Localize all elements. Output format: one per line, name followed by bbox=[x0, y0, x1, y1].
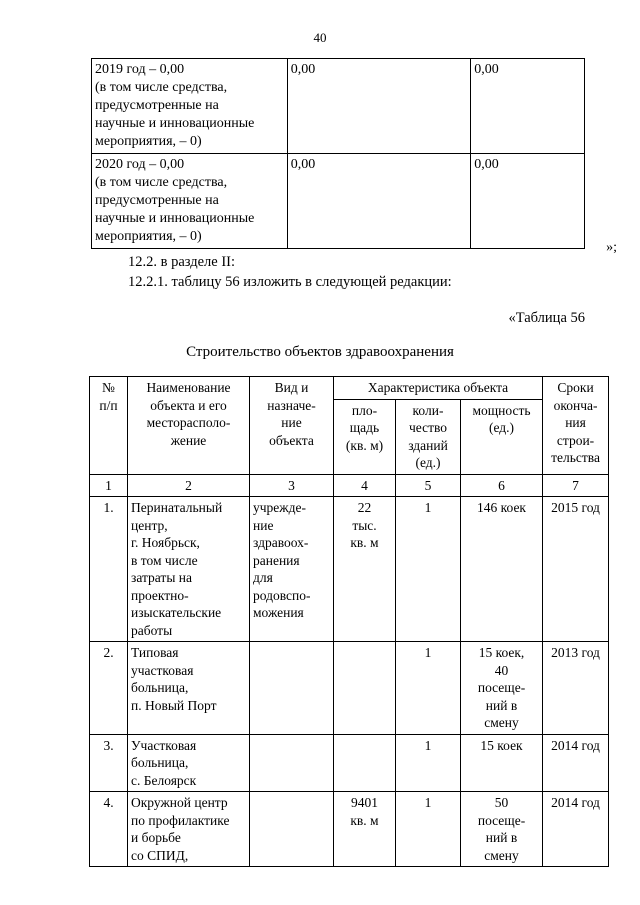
object-area: 22 тыс. кв. м bbox=[334, 497, 396, 642]
header-row bbox=[90, 377, 609, 400]
column-number: 1 bbox=[90, 474, 128, 497]
budget-value-cell: 0,00 bbox=[471, 154, 585, 249]
header-capacity: мощность (ед.) bbox=[461, 399, 543, 474]
header-area: пло- щадь (кв. м) bbox=[334, 399, 396, 474]
table-row bbox=[92, 59, 585, 154]
header-characteristics: Характеристика объекта bbox=[334, 377, 543, 400]
object-deadline: 2014 год bbox=[543, 734, 609, 792]
budget-value-cell: 0,00 bbox=[287, 59, 471, 154]
header-deadline: Сроки оконча- ния строи- тельства bbox=[543, 377, 609, 475]
object-capacity: 50 посеще- ний в смену bbox=[461, 792, 543, 867]
budget-year-cell: 2019 год – 0,00 (в том числе средства, предусмотренные на научные и инновационные мероприятия, – 0) bbox=[92, 59, 288, 154]
object-count: 1 bbox=[396, 642, 461, 735]
object-capacity: 15 коек, 40 посеще- ний в смену bbox=[461, 642, 543, 735]
object-name: Окружной центр по профилактике и борьбе со СПИД, bbox=[128, 792, 250, 867]
header-type: Вид и назначе- ние объекта bbox=[250, 377, 334, 475]
object-count: 1 bbox=[396, 497, 461, 642]
row-num: 3. bbox=[90, 734, 128, 792]
object-type bbox=[250, 642, 334, 735]
object-deadline: 2014 год bbox=[543, 792, 609, 867]
column-number: 6 bbox=[461, 474, 543, 497]
header-name: Наименование объекта и его месторасполо- жение bbox=[128, 377, 250, 475]
object-type: учрежде- ние здравоох- ранения для родовспо- можения bbox=[250, 497, 334, 642]
object-type bbox=[250, 792, 334, 867]
budget-continuation-table bbox=[91, 58, 585, 249]
budget-value-cell: 0,00 bbox=[287, 154, 471, 249]
row-num: 2. bbox=[90, 642, 128, 735]
table-row bbox=[90, 497, 609, 642]
object-deadline: 2013 год bbox=[543, 642, 609, 735]
object-area: 9401 кв. м bbox=[334, 792, 396, 867]
table-title: Строительство объектов здравоохранения bbox=[186, 344, 454, 360]
table-label: «Таблица 56 bbox=[508, 310, 585, 326]
column-number: 2 bbox=[128, 474, 250, 497]
page-number: 40 bbox=[313, 30, 327, 45]
column-number: 4 bbox=[334, 474, 396, 497]
budget-year-cell: 2020 год – 0,00 (в том числе средства, предусмотренные на научные и инновационные мероприятия, – 0) bbox=[92, 154, 288, 249]
budget-value-cell: 0,00 bbox=[471, 59, 585, 154]
header-num: № п/п bbox=[90, 377, 128, 475]
column-number: 3 bbox=[250, 474, 334, 497]
paragraph: 12.2.1. таблицу 56 изложить в следующей редакции: bbox=[128, 274, 452, 290]
object-deadline: 2015 год bbox=[543, 497, 609, 642]
object-type bbox=[250, 734, 334, 792]
paragraph: 12.2. в разделе II: bbox=[128, 254, 236, 270]
object-count: 1 bbox=[396, 792, 461, 867]
object-name: Типовая участковая больница, п. Новый Порт bbox=[128, 642, 250, 735]
object-area bbox=[334, 734, 396, 792]
header-count: коли- чество зданий (ед.) bbox=[396, 399, 461, 474]
column-number: 5 bbox=[396, 474, 461, 497]
column-number: 7 bbox=[543, 474, 609, 497]
object-area bbox=[334, 642, 396, 735]
object-count: 1 bbox=[396, 734, 461, 792]
object-capacity: 146 коек bbox=[461, 497, 543, 642]
construction-table bbox=[89, 376, 609, 867]
table-row bbox=[90, 734, 609, 792]
closing-quote: »; bbox=[606, 240, 617, 255]
row-num: 4. bbox=[90, 792, 128, 867]
row-num: 1. bbox=[90, 497, 128, 642]
column-number-row bbox=[90, 474, 609, 497]
table-row bbox=[90, 642, 609, 735]
table-row bbox=[92, 154, 585, 249]
object-name: Участковая больница, с. Белоярск bbox=[128, 734, 250, 792]
table-row bbox=[90, 792, 609, 867]
object-name: Перинатальный центр, г. Ноябрьск, в том числе затраты на проектно- изыскательские работы bbox=[128, 497, 250, 642]
object-capacity: 15 коек bbox=[461, 734, 543, 792]
